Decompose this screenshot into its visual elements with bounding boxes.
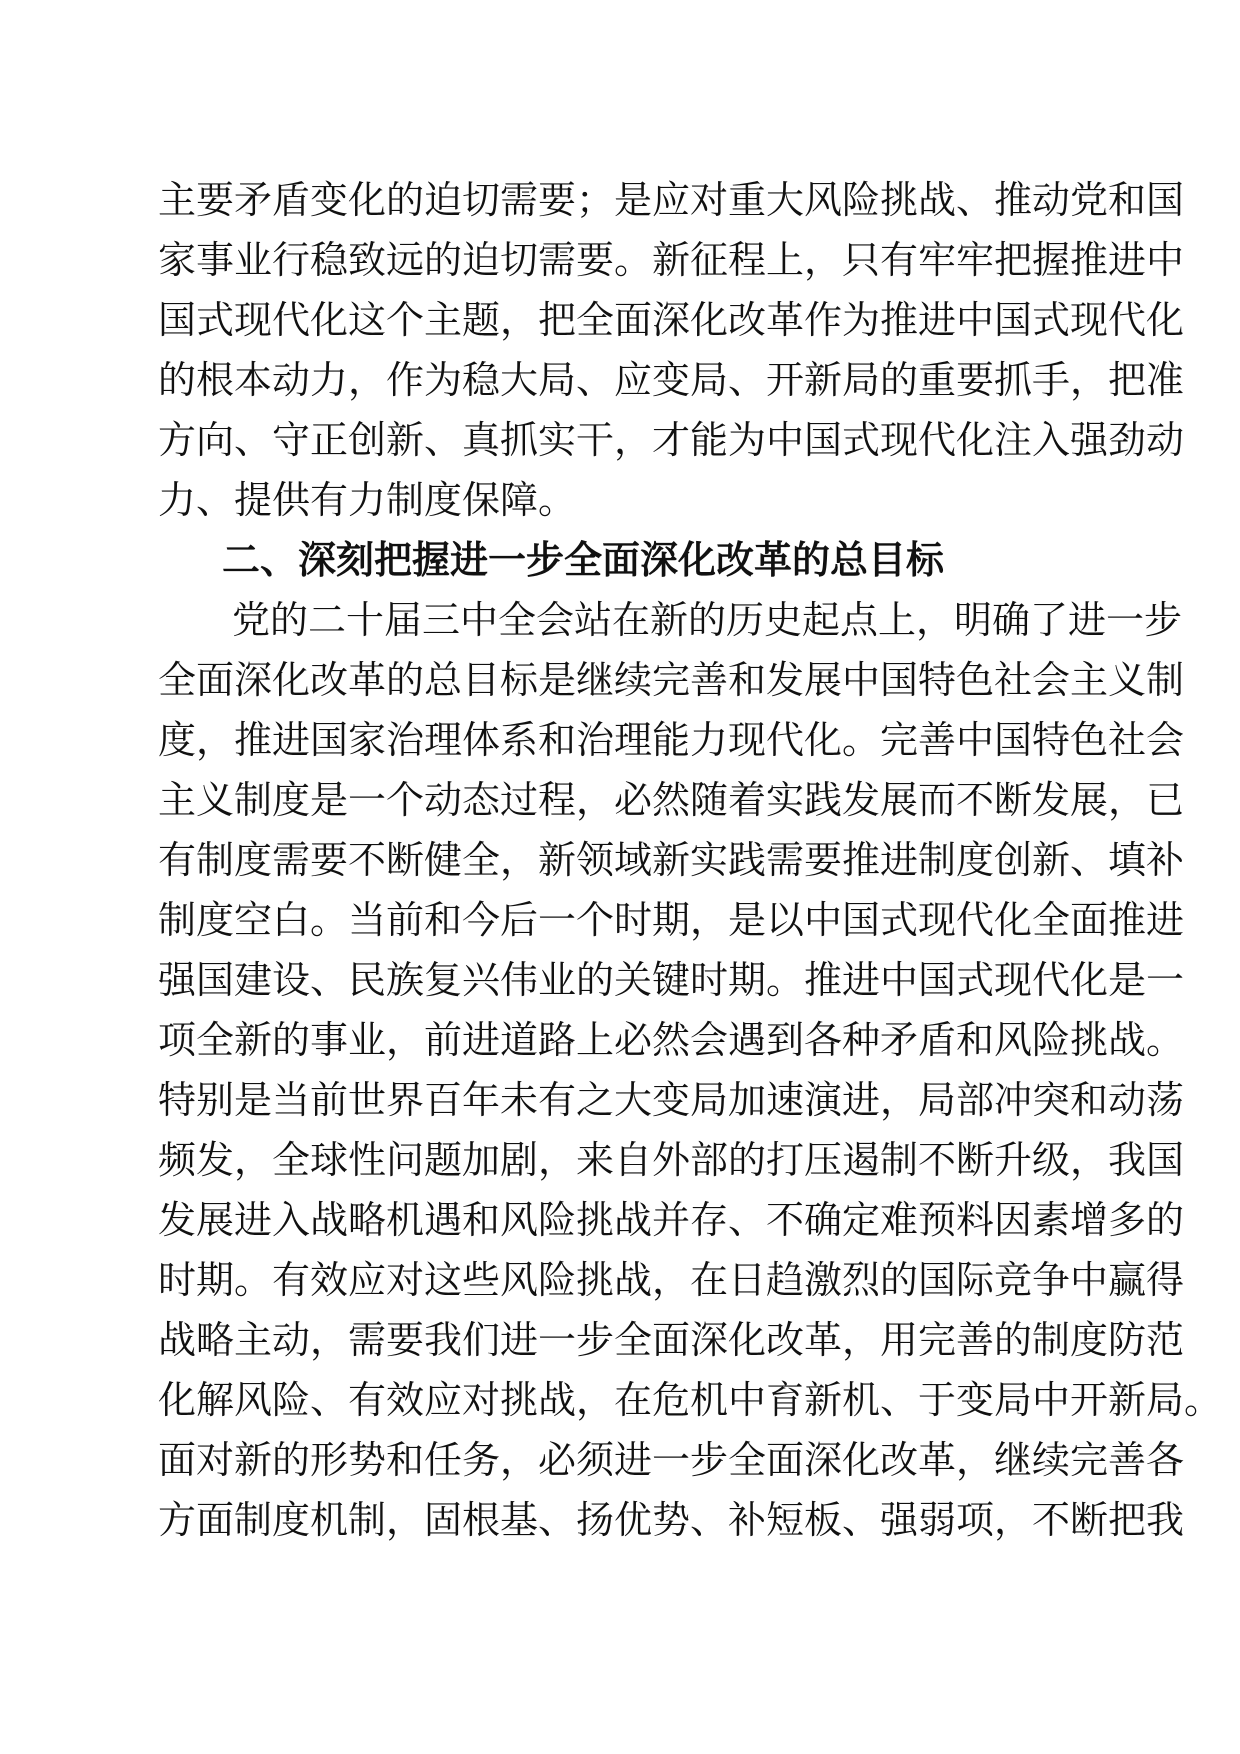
paragraph-2-line-3: 度，推进国家治理体系和治理能力现代化。完善中国特色社会 [158,718,1185,762]
paragraph-1-line-6: 力、提供有力制度保障。 [158,478,577,522]
paragraph-1-line-3: 国式现代化这个主题，把全面深化改革作为推进中国式现代化 [158,298,1185,342]
paragraph-2-line-14: 化解风险、有效应对挑战，在危机中育新机、于变局中开新局。 [158,1378,1223,1422]
paragraph-2-line-9: 特别是当前世界百年未有之大变局加速演进，局部冲突和动荡 [158,1078,1185,1122]
paragraph-1-line-5: 方向、守正创新、真抓实干，才能为中国式现代化注入强劲动 [158,418,1185,462]
paragraph-2-line-7: 强国建设、民族复兴伟业的关键时期。推进中国式现代化是一 [158,958,1185,1002]
paragraph-1-line-1: 主要矛盾变化的迫切需要；是应对重大风险挑战、推动党和国 [158,178,1185,222]
paragraph-1-line-4: 的根本动力，作为稳大局、应变局、开新局的重要抓手，把准 [158,358,1185,402]
paragraph-2-line-12: 时期。有效应对这些风险挑战，在日趋激烈的国际竞争中赢得 [158,1258,1185,1302]
section-heading: 二、深刻把握进一步全面深化改革的总目标 [222,538,945,582]
paragraph-2-line-1: 党的二十届三中全会站在新的历史起点上，明确了进一步 [232,598,1183,642]
paragraph-2-line-16: 方面制度机制，固根基、扬优势、补短板、强弱项，不断把我 [158,1498,1185,1542]
paragraph-2-line-15: 面对新的形势和任务，必须进一步全面深化改革，继续完善各 [158,1438,1185,1482]
paragraph-2-line-4: 主义制度是一个动态过程，必然随着实践发展而不断发展，已 [158,778,1185,822]
paragraph-2-line-2: 全面深化改革的总目标是继续完善和发展中国特色社会主义制 [158,658,1185,702]
paragraph-2-line-11: 发展进入战略机遇和风险挑战并存、不确定难预料因素增多的 [158,1198,1185,1242]
paragraph-2-line-6: 制度空白。当前和今后一个时期，是以中国式现代化全面推进 [158,898,1185,942]
paragraph-2-line-5: 有制度需要不断健全，新领域新实践需要推进制度创新、填补 [158,838,1185,882]
paragraph-2-line-13: 战略主动，需要我们进一步全面深化改革，用完善的制度防范 [158,1318,1185,1362]
paragraph-1-line-2: 家事业行稳致远的迫切需要。新征程上，只有牢牢把握推进中 [158,238,1185,282]
paragraph-2-line-10: 频发，全球性问题加剧，来自外部的打压遏制不断升级，我国 [158,1138,1185,1182]
paragraph-2-line-8: 项全新的事业，前进道路上必然会遇到各种矛盾和风险挑战。 [158,1018,1185,1062]
